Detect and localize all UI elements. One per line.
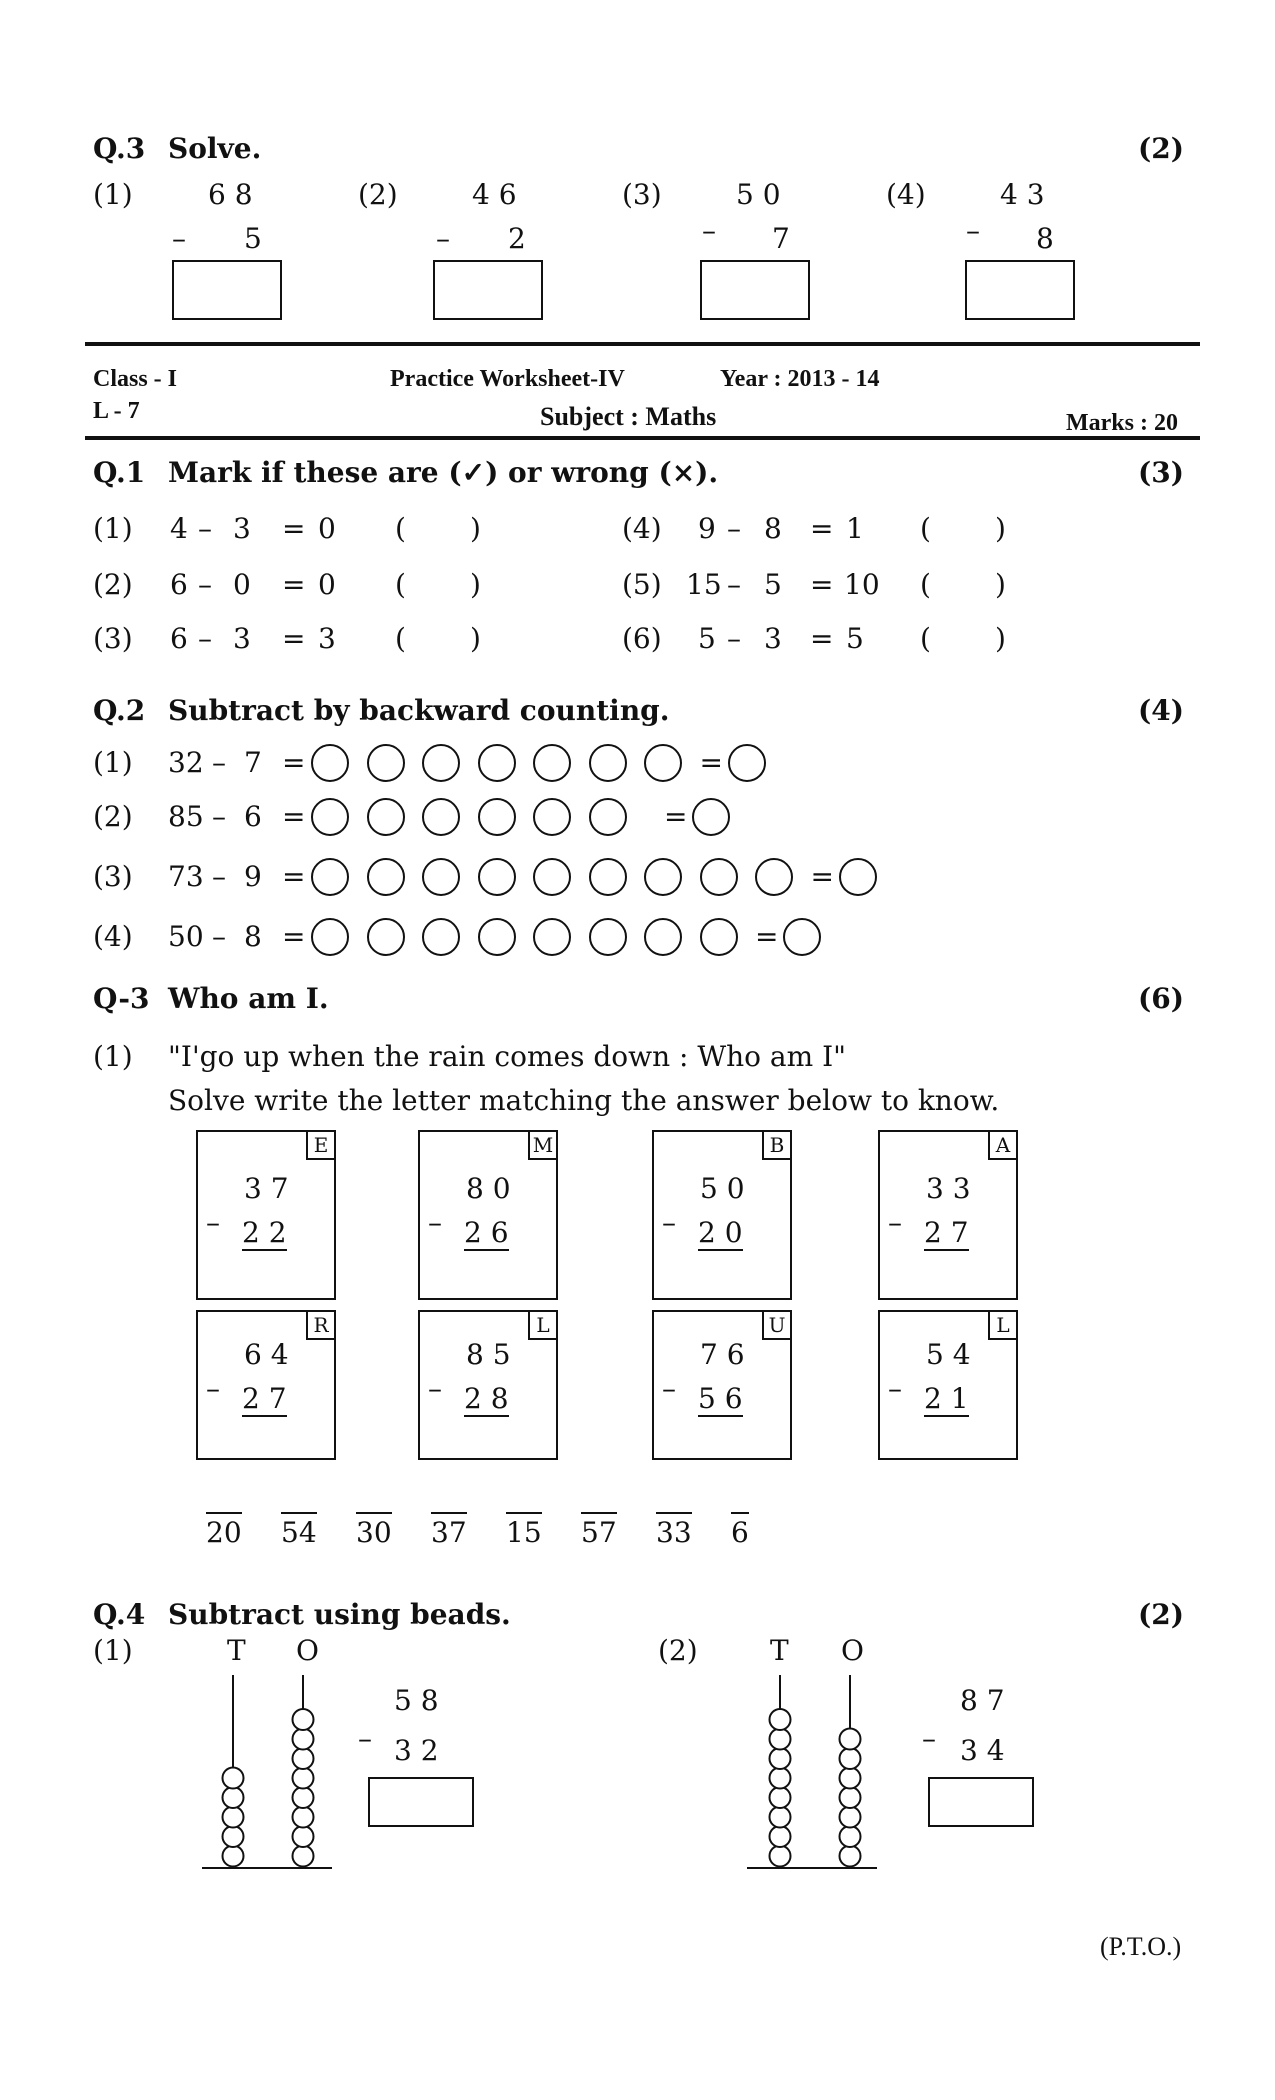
bead [840,1768,861,1789]
minuend: 7 6 [700,1338,745,1371]
count-circle[interactable] [478,858,516,896]
answer-paren-open: ( [920,568,931,601]
bead [293,1846,314,1867]
result: 0 [318,512,336,545]
letter-tag: M [528,1132,556,1160]
operand-b: 0 [233,568,251,601]
operand-a: 32 [168,746,204,779]
minus-sign: – [428,1372,442,1405]
ones-label: O [296,1634,319,1667]
minus-sign: – [966,214,980,247]
operand-b: 7 [244,746,262,779]
bead [223,1768,244,1789]
answer-number: 20 [206,1512,242,1549]
minus-sign: – [662,1372,676,1405]
subtrahend: 2 1 [924,1382,969,1415]
operand-a: 15 [686,568,722,601]
count-circle[interactable] [422,798,460,836]
bead [293,1768,314,1789]
tick-cross-slot[interactable] [934,566,994,602]
q4-title: Subtract using beads. [168,1598,511,1631]
operand-b: 3 [233,512,251,545]
equals-sign: = [282,920,306,953]
equals-sign: = [282,800,306,833]
item-label: (3) [93,622,133,655]
year-label: Year : 2013 - 14 [720,366,880,392]
minus-sign: – [662,1206,676,1239]
item-label: (2) [658,1634,698,1667]
count-circle[interactable] [589,918,627,956]
equals-sign: = [282,746,306,779]
minus-sign: – [702,214,716,247]
answer-box[interactable] [368,1777,474,1827]
minuend: 8 5 [466,1338,511,1371]
minuend: 4 6 [472,178,517,211]
count-circle[interactable] [367,744,405,782]
result-circle[interactable] [839,858,877,896]
answer-paren-close: ) [470,568,481,601]
ones-label: O [841,1634,864,1667]
count-circle[interactable] [589,744,627,782]
minus-sign: – [922,1722,936,1755]
bead [223,1807,244,1828]
minuend: 5 4 [926,1338,971,1371]
minus-sign: – [198,568,212,601]
count-circle[interactable] [311,744,349,782]
minuend: 3 7 [244,1172,289,1205]
marks-label: Marks : 20 [1066,410,1178,436]
letter-tag: A [988,1132,1016,1160]
tick-cross-slot[interactable] [409,620,469,656]
q2-marks: (4) [1138,694,1184,727]
minuend: 5 8 [394,1684,439,1717]
item-label: (2) [93,568,133,601]
subtrahend: 2 [508,222,526,255]
equals-sign: = [810,512,834,545]
letter-tag: R [306,1312,334,1340]
answer-paren-open: ( [395,622,406,655]
result-circle[interactable] [692,798,730,836]
answer-letter-slot[interactable] [202,1466,242,1506]
divider-top [85,342,1200,346]
minus-sign: – [198,512,212,545]
answer-letter-slot[interactable] [502,1466,542,1506]
item-label: (1) [93,178,133,211]
result: 0 [318,568,336,601]
subject-label: Subject : Maths [540,402,717,431]
count-circle[interactable] [478,744,516,782]
abacus [200,1650,340,1890]
minuend: 8 7 [960,1684,1005,1717]
answer-letter-slot[interactable] [577,1466,617,1506]
subtrahend: 2 7 [242,1382,287,1415]
minus-sign: – [358,1722,372,1755]
bead [223,1826,244,1847]
answer-number: 30 [356,1512,392,1549]
answer-number: 6 [731,1512,749,1549]
minus-sign: – [198,622,212,655]
subtrahend: 8 [1036,222,1054,255]
operand-a: 50 [168,920,204,953]
q3-top-marks: (2) [1138,132,1184,165]
answer-paren-close: ) [995,568,1006,601]
q4-marks: (2) [1138,1598,1184,1631]
letter-tag: E [306,1132,334,1160]
bead [770,1768,791,1789]
bead [840,1807,861,1828]
bead [223,1846,244,1867]
minus-sign: – [172,222,186,255]
count-circle[interactable] [644,744,682,782]
bead [770,1729,791,1750]
q3-top-title: Solve. [168,132,262,165]
minuend: 5 0 [700,1172,745,1205]
letter-tag: L [528,1312,556,1340]
answer-box[interactable] [700,260,810,320]
bead [223,1787,244,1808]
equals-sign: = [810,568,834,601]
operand-a: 5 [698,622,716,655]
operand-b: 8 [764,512,782,545]
equals-sign: = [810,622,834,655]
tick-cross-slot[interactable] [934,510,994,546]
answer-number: 37 [431,1512,467,1549]
bead [293,1748,314,1769]
answer-paren-close: ) [470,512,481,545]
minus-sign: – [212,860,226,893]
count-circle[interactable] [422,744,460,782]
count-circle[interactable] [311,918,349,956]
subtrahend: 2 7 [924,1216,969,1249]
count-circle[interactable] [367,918,405,956]
operand-b: 5 [764,568,782,601]
minus-sign: – [212,920,226,953]
count-circle[interactable] [644,858,682,896]
minus-sign: – [206,1372,220,1405]
item-label: (1) [93,512,133,545]
answer-paren-open: ( [395,568,406,601]
count-circle[interactable] [478,918,516,956]
q1-title: Mark if these are (✓) or wrong (×). [168,456,719,489]
class-label: Class - I [93,366,178,392]
minus-sign: – [212,746,226,779]
minuend: 3 3 [926,1172,971,1205]
answer-letter-slot[interactable] [427,1466,467,1506]
letter-tag: U [762,1312,790,1340]
answer-letter-slot[interactable] [277,1466,317,1506]
bead [840,1787,861,1808]
q3-title: Who am I. [168,982,329,1015]
bead [293,1787,314,1808]
minus-sign: – [888,1372,902,1405]
equals-sign-2: = [810,860,834,893]
subtrahend: 3 4 [960,1734,1005,1767]
q1-number: Q.1 [93,456,146,489]
equals-sign-2: = [664,800,688,833]
q3-top-number: Q.3 [93,132,146,165]
minus-sign: – [727,568,741,601]
minus-sign: – [727,622,741,655]
q3-marks: (6) [1138,982,1184,1015]
equals-sign-2: = [755,920,779,953]
count-circle[interactable] [533,858,571,896]
minus-sign: – [212,800,226,833]
item-label: (4) [93,920,133,953]
count-circle[interactable] [755,858,793,896]
answer-box[interactable] [928,1777,1034,1827]
answer-number: 15 [506,1512,542,1549]
result: 10 [844,568,880,601]
q3-instruction: Solve write the letter matching the answer below to know. [168,1084,1000,1117]
tens-label: T [770,1634,789,1667]
answer-letter-slot[interactable] [727,1466,767,1506]
equals-sign-2: = [699,746,723,779]
bead [770,1709,791,1730]
count-circle[interactable] [533,744,571,782]
q1-marks: (3) [1138,456,1184,489]
q3-riddle: "I'go up when the rain comes down : Who am I" [168,1040,847,1073]
subtrahend: 2 2 [242,1216,287,1249]
answer-box[interactable] [172,260,282,320]
operand-a: 85 [168,800,204,833]
operand-a: 73 [168,860,204,893]
answer-paren-open: ( [395,512,406,545]
count-circle[interactable] [422,858,460,896]
count-circle[interactable] [311,858,349,896]
bead [293,1807,314,1828]
subtrahend: 2 6 [464,1216,509,1249]
item-label: (1) [93,746,133,779]
bead [293,1826,314,1847]
tens-label: T [227,1634,246,1667]
answer-paren-close: ) [995,512,1006,545]
item-label: (5) [622,568,662,601]
answer-box[interactable] [433,260,543,320]
lesson-label: L - 7 [93,398,140,424]
item-label: (4) [886,178,926,211]
bead [840,1748,861,1769]
count-circle[interactable] [589,858,627,896]
answer-paren-close: ) [470,622,481,655]
minuend: 6 8 [208,178,253,211]
count-circle[interactable] [367,798,405,836]
result: 5 [846,622,864,655]
bead [770,1846,791,1867]
answer-letter-slot[interactable] [352,1466,392,1506]
operand-a: 9 [698,512,716,545]
minuend: 6 4 [244,1338,289,1371]
count-circle[interactable] [311,798,349,836]
minus-sign: – [428,1206,442,1239]
minus-sign: – [206,1206,220,1239]
bead [840,1826,861,1847]
answer-paren-open: ( [920,512,931,545]
answer-number: 33 [656,1512,692,1549]
operand-b: 3 [764,622,782,655]
item-label: (1) [93,1634,133,1667]
result: 3 [318,622,336,655]
minus-sign: – [727,512,741,545]
minuend: 4 3 [1000,178,1045,211]
q3-number: Q-3 [93,982,150,1015]
result: 1 [846,512,864,545]
bead [293,1709,314,1730]
answer-paren-close: ) [995,622,1006,655]
item-label: (3) [622,178,662,211]
item-label: (6) [622,622,662,655]
q2-number: Q.2 [93,694,146,727]
letter-tag: B [762,1132,790,1160]
answer-paren-open: ( [920,622,931,655]
worksheet-title: Practice Worksheet-IV [390,366,625,392]
bead [770,1787,791,1808]
equals-sign: = [282,568,306,601]
q3-label: (1) [93,1040,133,1073]
equals-sign: = [282,512,306,545]
divider-header [85,436,1200,440]
operand-b: 3 [233,622,251,655]
answer-number: 57 [581,1512,617,1549]
answer-number: 54 [281,1512,317,1549]
minus-sign: – [436,222,450,255]
operand-a: 6 [170,622,188,655]
result-circle[interactable] [783,918,821,956]
count-circle[interactable] [367,858,405,896]
subtrahend: 2 0 [698,1216,743,1249]
count-circle[interactable] [700,858,738,896]
operand-b: 6 [244,800,262,833]
item-label: (2) [358,178,398,211]
bead [840,1846,861,1867]
tick-cross-slot[interactable] [409,510,469,546]
pto-label: (P.T.O.) [1100,1932,1182,1961]
tick-cross-slot[interactable] [409,566,469,602]
q4-number: Q.4 [93,1598,146,1631]
answer-box[interactable] [965,260,1075,320]
bead [770,1748,791,1769]
tick-cross-slot[interactable] [934,620,994,656]
result-circle[interactable] [728,744,766,782]
count-circle[interactable] [422,918,460,956]
subtrahend: 7 [772,222,790,255]
subtrahend: 3 2 [394,1734,439,1767]
operand-a: 4 [170,512,188,545]
minuend: 8 0 [466,1172,511,1205]
count-circle[interactable] [533,798,571,836]
count-circle[interactable] [700,918,738,956]
letter-tag: L [988,1312,1016,1340]
count-circle[interactable] [478,798,516,836]
bead [770,1826,791,1847]
subtrahend: 5 [244,222,262,255]
item-label: (2) [93,800,133,833]
operand-b: 9 [244,860,262,893]
count-circle[interactable] [589,798,627,836]
equals-sign: = [282,860,306,893]
abacus [745,1650,885,1890]
subtrahend: 2 8 [464,1382,509,1415]
subtrahend: 5 6 [698,1382,743,1415]
operand-a: 6 [170,568,188,601]
bead [840,1729,861,1750]
answer-letter-slot[interactable] [652,1466,692,1506]
bead [770,1807,791,1828]
item-label: (4) [622,512,662,545]
item-label: (3) [93,860,133,893]
equals-sign: = [282,622,306,655]
count-circle[interactable] [533,918,571,956]
count-circle[interactable] [644,918,682,956]
operand-b: 8 [244,920,262,953]
minus-sign: – [888,1206,902,1239]
q2-title: Subtract by backward counting. [168,694,670,727]
minuend: 5 0 [736,178,781,211]
bead [293,1729,314,1750]
